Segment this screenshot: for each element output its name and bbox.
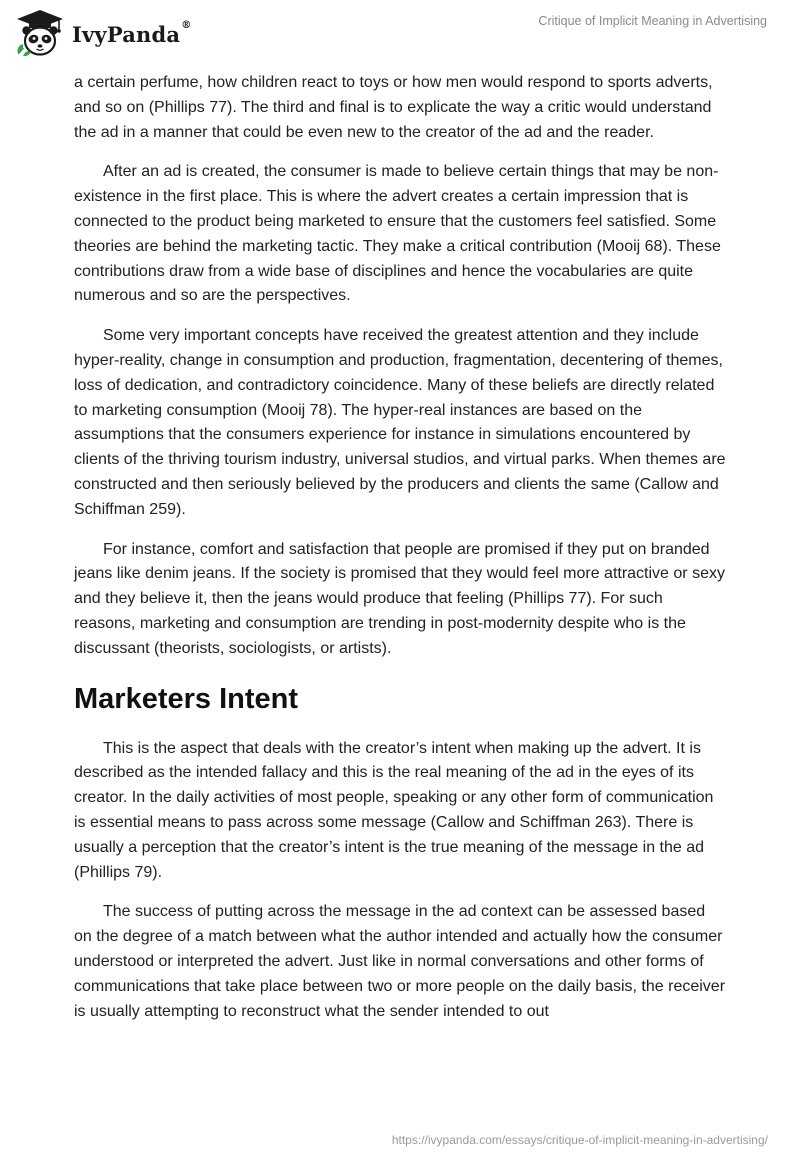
- essay-body: [74, 71, 726, 1039]
- registered-mark: ®: [181, 19, 192, 31]
- paragraph: For instance, comfort and satisfaction that people are promised if they put on branded jeans like denim jeans. If the society is promised that they would feel more attractive or sexy and they believe it, then the jeans would produce that feeling (Phillips 77). For such reasons, marketing and consumption are trending in post-modernity despite who is the discussant (theorists, sociologists, or artists).: [74, 540, 725, 657]
- panda-graduate-icon: [14, 8, 66, 58]
- paragraph: Some very important concepts have received the greatest attention and they include hyper-reality, change in consumption and production, fragmentation, decentering of themes, loss of dedication, and contradictory coincidence. Many of these beliefs are directly related to marketing consumption (Mooij 78). The hyper-real instances are based on the assumptions that the consumers experience for instance in simulations encountered by clients of the thriving tourism industry, universal studios, and virtual parks. When themes are constructed and then seriously believed by the producers and clients the same (Callow and Schiffman 259).: [74, 327, 726, 518]
- paragraph: After an ad is created, the consumer is made to believe certain things that may be non-existence in the first place. This is where the advert creates a certain impression that is connected to the product being marketed to ensure that the customers feel satisfied. Some theories are behind the marketing tactic. They make a critical contribution (Mooij 68). These contributions draw from a wide base of disciplines and hence the vocabularies are quite numerous and so are the perspectives.: [74, 163, 721, 305]
- ivypanda-logo[interactable]: [14, 8, 191, 58]
- source-url[interactable]: https://ivypanda.com/essays/critique-of-implicit-meaning-in-advertising/: [391, 1133, 768, 1147]
- paragraph: a certain perfume, how children react to toys or how men would respond to sports adverts, and so on (Phillips 77). The third and final is to explicate the way a critic would understand the ad in a manner that could be even new to the creator of the ad and the reader.: [74, 74, 713, 141]
- page-header: [0, 0, 800, 64]
- paragraph: This is the aspect that deals with the creator’s intent when making up the advert. It is described as the intended fallacy and this is the real meaning of the ad in the eyes of its creator. In the daily activities of most people, speaking or any other form of communication is essential means to pass across some message (Callow and Schiffman 263). There is usually a perception that the creator’s intent is the true meaning of the message in the ad (Phillips 79).: [74, 739, 714, 881]
- paragraph: The success of putting across the message in the ad context can be assessed based on the degree of a match between what the author intended and actually how the consumer understood or interpreted the advert. Just like in normal conversations and other forms of communications that take place between two or more people on the daily basis, the receiver is usually attempting to reconstruct what the sender intended to out: [74, 903, 726, 1020]
- section-heading: Marketers Intent: [74, 682, 299, 715]
- document-title: Critique of Implicit Meaning in Advertising: [538, 14, 767, 28]
- brand-name: IvyPanda®: [72, 19, 192, 47]
